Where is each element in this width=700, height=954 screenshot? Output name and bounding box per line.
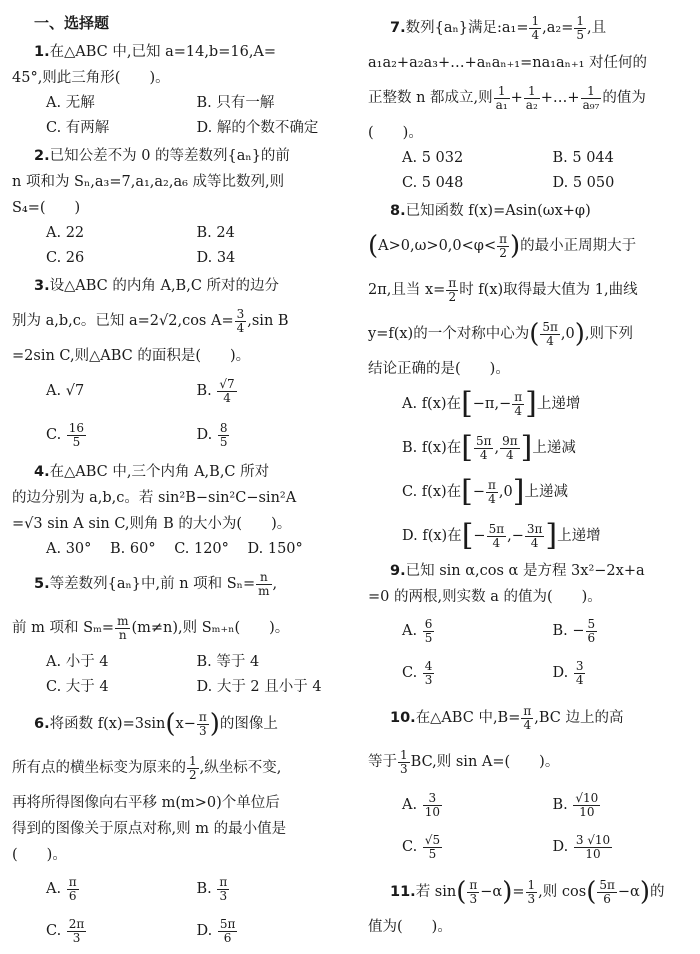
question-1 — [12, 39, 347, 141]
q5-option-a[interactable]: A. 小于 4 — [46, 650, 197, 675]
denominator: 4 — [217, 392, 236, 405]
q3-number: 3. — [34, 278, 50, 294]
q8-line3-end: 时 f(x)取得最大值为 1,曲线 — [459, 282, 637, 298]
minus-alpha: −α — [618, 884, 640, 900]
option-text: 上递减 — [532, 440, 576, 456]
denominator: 5 — [218, 436, 230, 449]
fraction — [217, 378, 236, 405]
q9-option-c[interactable] — [402, 652, 553, 694]
q6-line1-end: 的图像上 — [220, 716, 278, 732]
fraction — [217, 876, 229, 903]
denominator: 4 — [529, 29, 541, 42]
bracket-right: ] — [521, 430, 533, 465]
fraction — [512, 391, 524, 418]
comma: , — [494, 440, 499, 456]
q2-number: 2. — [34, 148, 50, 164]
q4-options — [12, 537, 347, 562]
q6-line5: ( )。 — [12, 847, 67, 863]
q2-options — [12, 221, 347, 271]
numerator: π — [467, 879, 479, 893]
denominator: 6 — [586, 632, 598, 645]
denominator: 4 — [474, 449, 494, 462]
fraction — [494, 85, 510, 112]
q3-option-b[interactable] — [197, 369, 348, 413]
fraction — [423, 618, 435, 645]
denominator: 10 — [573, 806, 600, 819]
numerator: n — [256, 571, 271, 585]
q6-line2: 所有点的横坐标变为原来的 — [12, 760, 186, 776]
q3-line2-end: ,sin B — [247, 313, 288, 329]
q7-number: 7. — [390, 20, 406, 36]
q2-line1: 已知公差不为 0 的等差数列{aₙ}的前 — [50, 148, 290, 164]
bracket-left: [ — [461, 430, 473, 465]
minus: − — [473, 528, 485, 544]
q7-line1-mid: ,a₂= — [542, 20, 573, 36]
q3-option-c[interactable] — [46, 413, 197, 457]
right-column — [368, 0, 700, 940]
fraction — [521, 705, 533, 732]
fraction — [67, 876, 79, 903]
denominator: a₁ — [494, 99, 510, 112]
q5-line2: 前 m 项和 Sₘ= — [12, 620, 114, 636]
option-label: B. — [197, 383, 217, 399]
q7-line3: 正整数 n 都成立,则 — [368, 90, 493, 106]
q9-line2: =0 的两根,则实数 a 的值为( )。 — [368, 589, 602, 605]
q4-option-b[interactable]: B. 60° — [110, 541, 156, 557]
bracket-left: [ — [462, 518, 474, 553]
denominator: 3 — [197, 725, 209, 738]
fraction — [423, 660, 435, 687]
fraction — [487, 523, 507, 550]
fraction — [526, 879, 538, 906]
fraction — [597, 879, 617, 906]
q10-option-a[interactable] — [402, 784, 553, 826]
q2-line2: n 项和为 Sₙ,a₃=7,a₁,a₂,a₆ 成等比数列,则 — [12, 174, 284, 190]
fraction — [574, 660, 586, 687]
q6-line3: 再将所得图像向右平移 m(m>0)个单位后 — [12, 795, 280, 811]
fraction — [586, 618, 598, 645]
q8-line4: y=f(x)的一个对称中心为 — [368, 326, 529, 342]
fraction — [524, 85, 540, 112]
fraction — [187, 755, 199, 782]
denominator: 3 — [217, 890, 229, 903]
denominator: m — [256, 585, 271, 598]
fraction — [497, 233, 509, 260]
bracket-right: ] — [513, 474, 525, 509]
q10-option-d[interactable] — [553, 826, 700, 868]
q8-number: 8. — [390, 203, 406, 219]
q7-line4: ( )。 — [368, 125, 423, 141]
q9-option-d[interactable] — [553, 652, 700, 694]
denominator: 5 — [423, 632, 435, 645]
q8-line2: A>0,ω>0,0<φ< — [378, 238, 496, 254]
section-title: 一、选择题 — [34, 12, 347, 33]
fraction — [218, 918, 238, 945]
numerator: 5π — [487, 523, 507, 537]
q6-option-d[interactable] — [197, 910, 348, 952]
paren-right: ) — [575, 319, 585, 349]
denominator: 5 — [67, 436, 86, 449]
q4-number: 4. — [34, 464, 50, 480]
option-text: 上递减 — [524, 484, 568, 500]
left-column — [12, 0, 347, 954]
q11-line1-mid: ,则 cos — [538, 884, 586, 900]
option-label: A. — [402, 797, 422, 813]
fraction — [525, 523, 545, 550]
denominator: 4 — [235, 322, 247, 335]
denominator: 6 — [67, 890, 79, 903]
option-label: A. f(x)在 — [402, 396, 461, 412]
q3-option-d[interactable] — [197, 413, 348, 457]
q3-line1: 设△ABC 的内角 A,B,C 所对的边分 — [50, 278, 279, 294]
fraction — [67, 422, 86, 449]
q6-option-b[interactable] — [197, 868, 348, 910]
q7-option-a[interactable]: A. 5 032 — [402, 146, 553, 171]
q6-option-c[interactable] — [46, 910, 197, 952]
numerator: π — [521, 705, 533, 719]
q7-line1: 数列{aₙ}满足:a₁= — [406, 20, 529, 36]
paren-right: ) — [502, 877, 512, 907]
denominator: n — [115, 629, 130, 642]
option-label: B. — [197, 881, 217, 897]
numerator: 6 — [423, 618, 435, 632]
q8-option-a[interactable] — [368, 382, 700, 426]
fraction — [446, 277, 458, 304]
q3-option-a[interactable] — [46, 369, 197, 413]
fraction — [500, 435, 520, 462]
numerator: π — [446, 277, 458, 291]
denominator: 3 — [526, 893, 538, 906]
q7-option-b[interactable]: B. 5 044 — [553, 146, 700, 171]
q5-option-d[interactable]: D. 大于 2 且小于 4 — [197, 675, 348, 700]
denominator: 3 — [398, 763, 410, 776]
q6-option-a[interactable] — [46, 868, 197, 910]
plus-ellipsis: +…+ — [541, 90, 580, 106]
q9-options — [368, 610, 700, 694]
denominator: 4 — [500, 449, 520, 462]
fraction — [218, 422, 230, 449]
fraction — [474, 435, 494, 462]
paren-left: ( — [456, 877, 466, 907]
option-label: D. — [197, 427, 217, 443]
q11-line2: 值为( )。 — [368, 919, 452, 935]
fraction — [423, 834, 442, 861]
q11-line1: 若 sin — [416, 884, 457, 900]
paren-left: ( — [165, 709, 175, 739]
denominator: 4 — [512, 405, 524, 418]
option-label: C. — [46, 427, 66, 443]
question-3 — [12, 273, 347, 457]
numerator: 5π — [597, 879, 617, 893]
numerator: π — [512, 391, 524, 405]
option-label: C. f(x)在 — [402, 484, 461, 500]
question-2 — [12, 143, 347, 271]
denominator: 5 — [574, 29, 586, 42]
q3-options — [12, 369, 347, 457]
numerator: 1 — [529, 15, 541, 29]
q11-line1-end: 的 — [650, 884, 665, 900]
option-label: D. f(x)在 — [402, 528, 462, 544]
q6-line4: 得到的图像关于原点对称,则 m 的最小值是 — [12, 821, 286, 837]
numerator: 1 — [524, 85, 540, 99]
q1-option-b[interactable]: B. 只有一解 — [197, 91, 348, 116]
numerator: 1 — [581, 85, 602, 99]
option-value: √7 — [66, 383, 84, 399]
denominator: 4 — [574, 674, 586, 687]
q10-number: 10. — [390, 710, 416, 726]
q6-line2-end: ,纵坐标不变, — [200, 760, 282, 776]
q10-line1-end: ,BC 边上的高 — [534, 710, 623, 726]
q3-line3: =2sin C,则△ABC 的面积是( )。 — [12, 348, 250, 364]
option-label: C. — [402, 665, 422, 681]
q7-line1-end: ,且 — [587, 20, 606, 36]
q8-option-b[interactable] — [368, 426, 700, 470]
q7-line2: a₁a₂+a₂a₃+…+aₙaₙ₊₁=na₁aₙ₊₁ 对任何的 — [368, 55, 647, 71]
q5-number: 5. — [34, 576, 50, 592]
numerator: π — [67, 876, 79, 890]
fraction — [115, 615, 130, 642]
denominator: 10 — [574, 848, 612, 861]
q10-line2-end: BC,则 sin A=( )。 — [411, 754, 560, 770]
paren-right: ) — [510, 231, 520, 261]
option-label: B. — [553, 623, 573, 639]
numerator: π — [197, 711, 209, 725]
bracket-right: ] — [545, 518, 557, 553]
paren-left: ( — [586, 877, 596, 907]
numerator: 1 — [187, 755, 199, 769]
q1-option-d[interactable]: D. 解的个数不确定 — [197, 116, 348, 141]
interval-part: ,− — [507, 528, 524, 544]
q1-option-c[interactable]: C. 有两解 — [46, 116, 197, 141]
q6-line1-inner: x− — [176, 716, 196, 732]
denominator: 4 — [487, 537, 507, 550]
q5-option-c[interactable]: C. 大于 4 — [46, 675, 197, 700]
q5-option-b[interactable]: B. 等于 4 — [197, 650, 348, 675]
q1-options — [12, 91, 347, 141]
plus: + — [511, 90, 523, 106]
q1-line2: 45°,则此三角形( )。 — [12, 70, 170, 86]
numerator: 1 — [494, 85, 510, 99]
numerator: 3 √10 — [574, 834, 612, 848]
interval-part: ,0 — [499, 484, 513, 500]
numerator: 5π — [474, 435, 494, 449]
denominator: a₂ — [524, 99, 540, 112]
fraction — [235, 308, 247, 335]
bracket-right: ] — [525, 386, 537, 421]
denominator: 4 — [525, 537, 545, 550]
option-label: D. — [197, 923, 217, 939]
q8-line1: 已知函数 f(x)=Asin(ωx+φ) — [406, 203, 591, 219]
q8-option-d[interactable] — [368, 514, 700, 558]
minus: − — [473, 484, 485, 500]
numerator: 4 — [423, 660, 435, 674]
numerator: 16 — [67, 422, 86, 436]
fraction — [529, 15, 541, 42]
q10-option-c[interactable] — [402, 826, 553, 868]
paren-right: ) — [210, 709, 220, 739]
numerator: 3 — [423, 792, 442, 806]
bracket-left: [ — [461, 474, 473, 509]
question-6 — [12, 702, 347, 952]
equals: = — [512, 884, 524, 900]
paren-right: ) — [640, 877, 650, 907]
numerator: 3 — [235, 308, 247, 322]
q6-line1: 将函数 f(x)=3sin — [50, 716, 166, 732]
denominator: 3 — [467, 893, 479, 906]
question-8 — [368, 198, 700, 558]
numerator: √7 — [217, 378, 236, 392]
question-11 — [368, 870, 700, 940]
numerator: 5 — [586, 618, 598, 632]
question-5 — [12, 562, 347, 700]
numerator: 3π — [525, 523, 545, 537]
numerator: 1 — [574, 15, 586, 29]
q2-option-d[interactable]: D. 34 — [197, 246, 348, 271]
fraction — [67, 918, 87, 945]
sign: − — [572, 623, 584, 639]
fraction — [540, 321, 560, 348]
option-label: D. — [553, 839, 573, 855]
fraction — [573, 792, 600, 819]
fraction — [574, 834, 612, 861]
q6-number: 6. — [34, 716, 50, 732]
q5-line1-end: , — [273, 576, 278, 592]
numerator: π — [497, 233, 509, 247]
paren-left: ( — [368, 231, 378, 261]
q9-line1: 已知 sin α,cos α 是方程 3x²−2x+a — [406, 563, 645, 579]
q8-line5: 结论正确的是( )。 — [368, 361, 510, 377]
q8-line2-end: 的最小正周期大于 — [520, 238, 636, 254]
denominator: 5 — [423, 848, 442, 861]
q2-option-a[interactable]: A. 22 — [46, 221, 197, 246]
q8-line4-end: ,则下列 — [585, 326, 633, 342]
q8-line4-mid: ,0 — [561, 326, 575, 342]
numerator: 3 — [574, 660, 586, 674]
q4-option-a[interactable]: A. 30° — [46, 541, 91, 557]
numerator: 1 — [526, 879, 538, 893]
paren-left: ( — [529, 319, 539, 349]
fraction — [398, 749, 410, 776]
minus-alpha: −α — [480, 884, 502, 900]
option-label: B. — [553, 797, 573, 813]
q2-option-b[interactable]: B. 24 — [197, 221, 348, 246]
q5-options — [12, 650, 347, 700]
q7-line3-end: 的值为 — [602, 90, 646, 106]
q2-line3: S₄=( ) — [12, 200, 80, 216]
denominator: 6 — [597, 893, 617, 906]
q11-number: 11. — [390, 884, 416, 900]
numerator: 8 — [218, 422, 230, 436]
fraction — [423, 792, 442, 819]
q4-line1: 在△ABC 中,三个内角 A,B,C 所对 — [50, 464, 270, 480]
fraction — [256, 571, 271, 598]
question-10 — [368, 696, 700, 868]
option-label: B. f(x)在 — [402, 440, 461, 456]
q7-option-c[interactable]: C. 5 048 — [402, 171, 553, 196]
q4-option-d[interactable]: D. 150° — [248, 541, 303, 557]
denominator: 4 — [540, 335, 560, 348]
q9-option-a[interactable] — [402, 610, 553, 652]
numerator: 5π — [540, 321, 560, 335]
fraction — [486, 479, 498, 506]
numerator: √5 — [423, 834, 442, 848]
numerator: m — [115, 615, 130, 629]
denominator: 2 — [497, 247, 509, 260]
bracket-left: [ — [461, 386, 473, 421]
q8-line3: 2π,且当 x= — [368, 282, 445, 298]
denominator: 10 — [423, 806, 442, 819]
q3-line2: 别为 a,b,c。已知 a=2√2,cos A= — [12, 313, 234, 329]
q5-line2-end: (m≠n),则 Sₘ₊ₙ( )。 — [131, 620, 289, 636]
denominator: 2 — [446, 291, 458, 304]
q1-number: 1. — [34, 44, 50, 60]
fraction — [197, 711, 209, 738]
q4-line2: 的边分别为 a,b,c。若 sin²B−sin²C−sin²A — [12, 490, 296, 506]
q9-number: 9. — [390, 563, 406, 579]
fraction — [574, 15, 586, 42]
numerator: 1 — [398, 749, 410, 763]
q10-options — [368, 784, 700, 868]
q7-option-d[interactable]: D. 5 050 — [553, 171, 700, 196]
q10-line2: 等于 — [368, 754, 397, 770]
fraction — [581, 85, 602, 112]
option-label: D. — [553, 665, 573, 681]
option-label: A. — [402, 623, 422, 639]
denominator: 6 — [218, 932, 238, 945]
option-label: C. — [402, 839, 422, 855]
option-label: C. — [46, 923, 66, 939]
question-9 — [368, 558, 700, 694]
q4-option-c[interactable]: C. 120° — [174, 541, 229, 557]
option-text: 上递增 — [557, 528, 601, 544]
numerator: π — [486, 479, 498, 493]
numerator: 9π — [500, 435, 520, 449]
numerator: 2π — [67, 918, 87, 932]
q9-option-b[interactable] — [553, 610, 700, 652]
q10-option-b[interactable] — [553, 784, 700, 826]
denominator: 4 — [486, 493, 498, 506]
numerator: √10 — [573, 792, 600, 806]
q8-option-c[interactable] — [368, 470, 700, 514]
option-label: A. — [46, 881, 66, 897]
interval-part: −π,− — [473, 396, 511, 412]
numerator: π — [217, 876, 229, 890]
q1-line1: 在△ABC 中,已知 a=14,b=16,A= — [50, 44, 276, 60]
denominator: a₉₇ — [581, 99, 602, 112]
denominator: 3 — [423, 674, 435, 687]
option-label: A. — [46, 383, 66, 399]
denominator: 3 — [67, 932, 87, 945]
question-4 — [12, 459, 347, 562]
fraction — [467, 879, 479, 906]
q10-line1: 在△ABC 中,B= — [416, 710, 521, 726]
denominator: 4 — [521, 719, 533, 732]
q6-options — [12, 868, 347, 952]
q5-line1: 等差数列{aₙ}中,前 n 项和 Sₙ= — [50, 576, 256, 592]
denominator: 2 — [187, 769, 199, 782]
q2-option-c[interactable]: C. 26 — [46, 246, 197, 271]
question-7 — [368, 6, 700, 196]
q4-line3: =√3 sin A sin C,则角 B 的大小为( )。 — [12, 516, 291, 532]
q7-options — [368, 146, 700, 196]
q1-option-a[interactable]: A. 无解 — [46, 91, 197, 116]
option-text: 上递增 — [537, 396, 581, 412]
numerator: 5π — [218, 918, 238, 932]
